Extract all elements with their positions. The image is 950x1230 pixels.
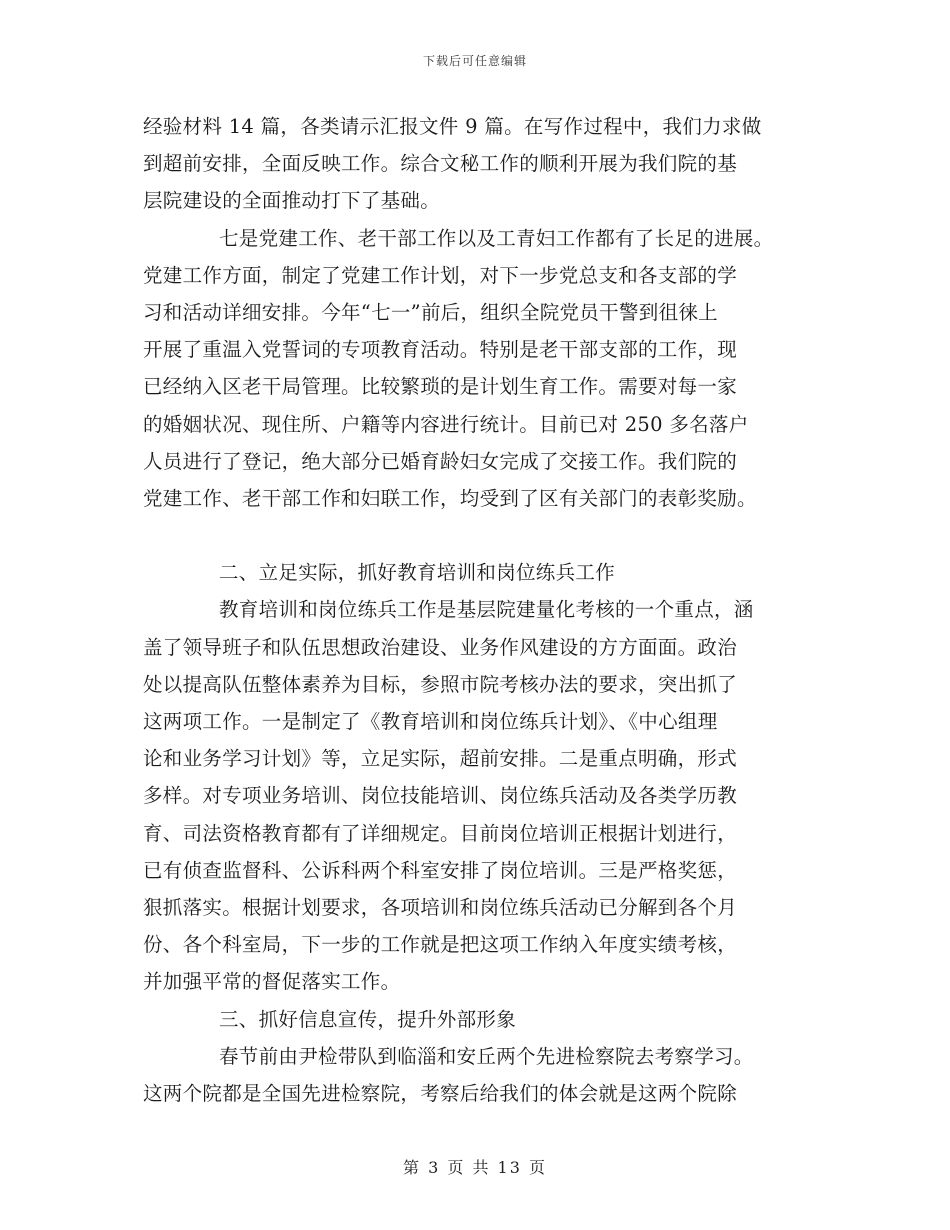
body-line: 党建工作、老干部工作和妇联工作，均受到了区有关部门的表彰奖励。: [143, 486, 757, 510]
page-header: 下载后可任意编辑: [422, 54, 527, 68]
body-line: 人员进行了登记，绝大部分已婚育龄妇女完成了交接工作。我们院的: [143, 449, 738, 473]
body-line: 党建工作方面，制定了党建工作计划，对下一步党总支和各支部的学: [143, 263, 738, 287]
body-line: 的婚姻状况、现住所、户籍等内容进行统计。目前已对 250 多名落户: [143, 412, 749, 436]
section-heading: 三、抓好信息宣传，提升外部形象: [219, 1007, 517, 1031]
paragraph-gap: [143, 517, 808, 554]
body-line: 份、各个科室局，下一步的工作就是把这项工作纳入年度实绩考核，: [143, 933, 738, 957]
body-line: 已有侦查监督科、公诉科两个科室安排了岗位培训。三是严格奖惩，: [143, 858, 738, 882]
section-heading: 二、立足实际，抓好教育培训和岗位练兵工作: [219, 561, 616, 585]
body-line: 盖了领导班子和队伍思想政治建设、业务作风建设的方方面面。政治: [143, 635, 738, 659]
body-line: 育、司法资格教育都有了详细规定。目前岗位培训正根据计划进行，: [143, 821, 738, 845]
body-line: 这两个院都是全国先进检察院，考察后给我们的体会就是这两个院除: [143, 1081, 738, 1105]
body-line: 多样。对专项业务培训、岗位技能培训、岗位练兵活动及各类学历教: [143, 784, 738, 808]
body-line: 狠抓落实。根据计划要求，各项培训和岗位练兵活动已分解到各个月: [143, 895, 738, 919]
body-line: 层院建设的全面推动打下了基础。: [143, 189, 441, 213]
body-line: 论和业务学习计划》等，立足实际，超前安排。二是重点明确，形式: [143, 747, 738, 771]
body-line: 并加强平常的督促落实工作。: [143, 970, 401, 994]
paragraph-start: 七是党建工作、老干部工作以及工青妇工作都有了长足的进展。: [219, 226, 774, 250]
body-line: 经验材料 14 篇，各类请示汇报文件 9 篇。在写作过程中，我们力求做: [143, 115, 762, 138]
document-body: [143, 108, 808, 1112]
paragraph-start: 春节前由尹检带队到临淄和安丘两个先进检察院去考察学习。: [219, 1044, 754, 1068]
body-line: 习和活动详细安排。今年“七一”前后，组织全院党员干警到徂徕上: [143, 300, 718, 324]
body-line: 处以提高队伍整体素养为目标，参照市院考核办法的要求，突出抓了: [143, 672, 738, 696]
body-line: 已经纳入区老干局管理。比较繁琐的是计划生育工作。需要对每一家: [143, 375, 738, 399]
body-line: 这两项工作。一是制定了《教育培训和岗位练兵计划》、《中心组理: [143, 710, 718, 733]
page-footer: 第 3 页 共 13 页: [403, 1158, 547, 1177]
body-line: 到超前安排，全面反映工作。综合文秘工作的顺利开展为我们院的基: [143, 152, 738, 176]
body-line: 开展了重温入党誓词的专项教育活动。特别是老干部支部的工作，现: [143, 338, 738, 362]
paragraph-start: 教育培训和岗位练兵工作是基层院建量化考核的一个重点，涵: [219, 598, 754, 622]
